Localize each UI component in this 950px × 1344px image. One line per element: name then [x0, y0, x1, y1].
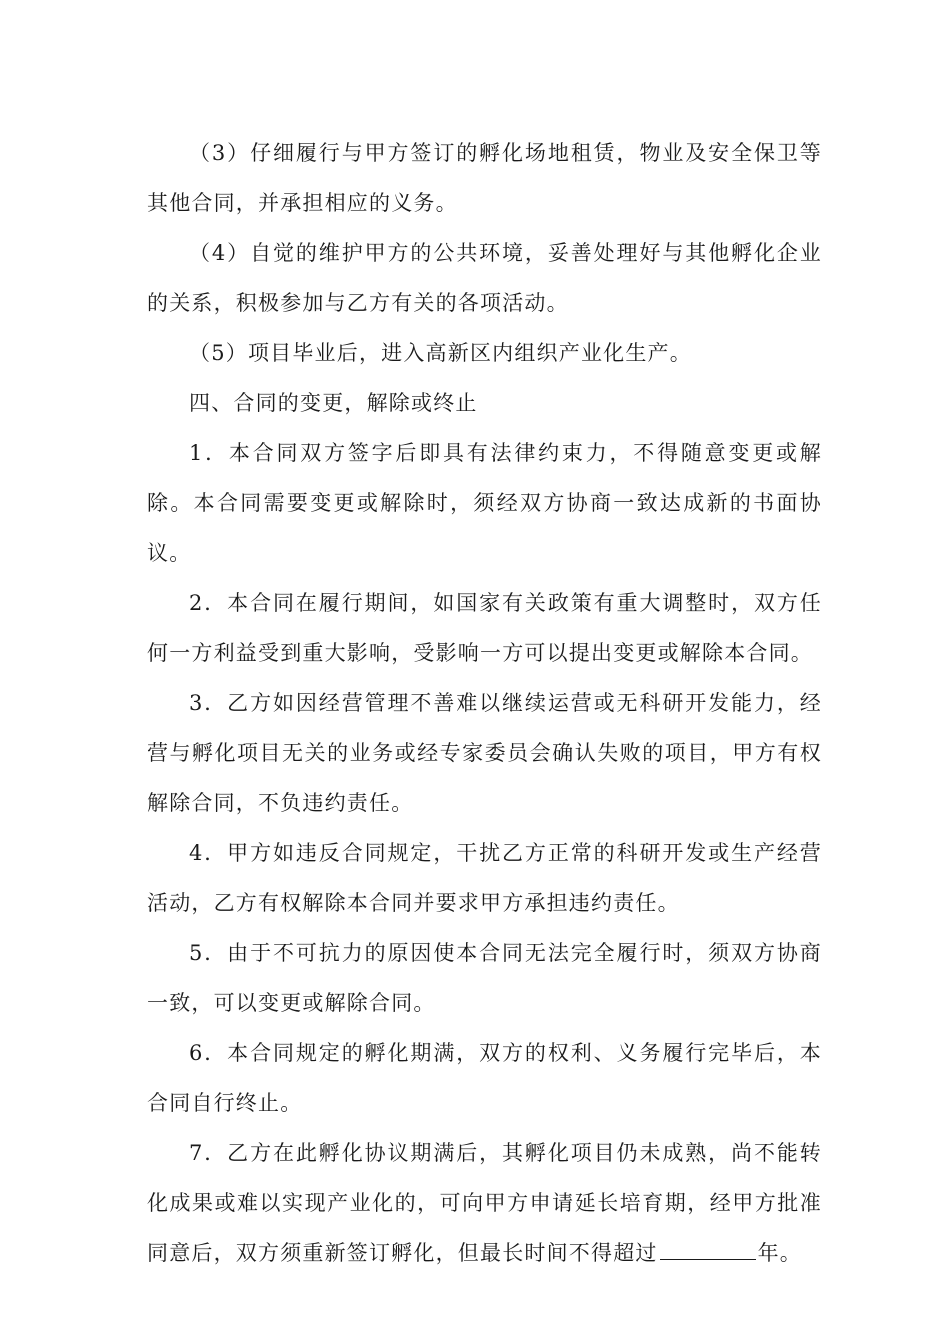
clause-3: 3．乙方如因经营管理不善难以继续运营或无科研开发能力，经营与孵化项目无关的业务或经专家委员会确认失败的项目，甲方有权解除合同，不负违约责任。: [147, 691, 822, 815]
clause-1: 1．本合同双方签字后即具有法律约束力，不得随意变更或解除。本合同需要变更或解除时，须经双方协商一致达成新的书面协议。: [147, 441, 822, 565]
paragraph-obligation-5: （5）项目毕业后，进入高新区内组织产业化生产。: [189, 341, 692, 365]
section-heading: 四、合同的变更，解除或终止: [189, 391, 478, 415]
clause-2: 2．本合同在履行期间，如国家有关政策有重大调整时，双方任何一方利益受到重大影响，受影响一方可以提出变更或解除本合同。: [147, 591, 822, 665]
clause-7-text: 7．乙方在此孵化协议期满后，其孵化项目仍未成熟，尚不能转化成果或难以实现产业化的，可向甲方申请延长培育期，经甲方批准同意后，双方须重新签订孵化，但最长时间不得超过: [147, 1141, 822, 1265]
fill-in-blank[interactable]: [660, 1237, 756, 1260]
paragraph-obligation-3: （3）仔细履行与甲方签订的孵化场地租赁，物业及安全保卫等其他合同，并承担相应的义务。: [147, 141, 822, 215]
clause-7-suffix: 年。: [757, 1241, 803, 1265]
clause-6: 6．本合同规定的孵化期满，双方的权利、义务履行完毕后，本合同自行终止。: [147, 1041, 822, 1115]
document-body: [147, 128, 822, 1278]
clause-5: 5．由于不可抗力的原因使本合同无法完全履行时，须双方协商一致，可以变更或解除合同。: [147, 941, 822, 1015]
clause-4: 4．甲方如违反合同规定，干扰乙方正常的科研开发或生产经营活动，乙方有权解除本合同并要求甲方承担违约责任。: [147, 841, 822, 915]
paragraph-obligation-4: （4）自觉的维护甲方的公共环境，妥善处理好与其他孵化企业的关系，积极参加与乙方有关的各项活动。: [147, 241, 822, 315]
clause-7: [147, 1128, 822, 1278]
